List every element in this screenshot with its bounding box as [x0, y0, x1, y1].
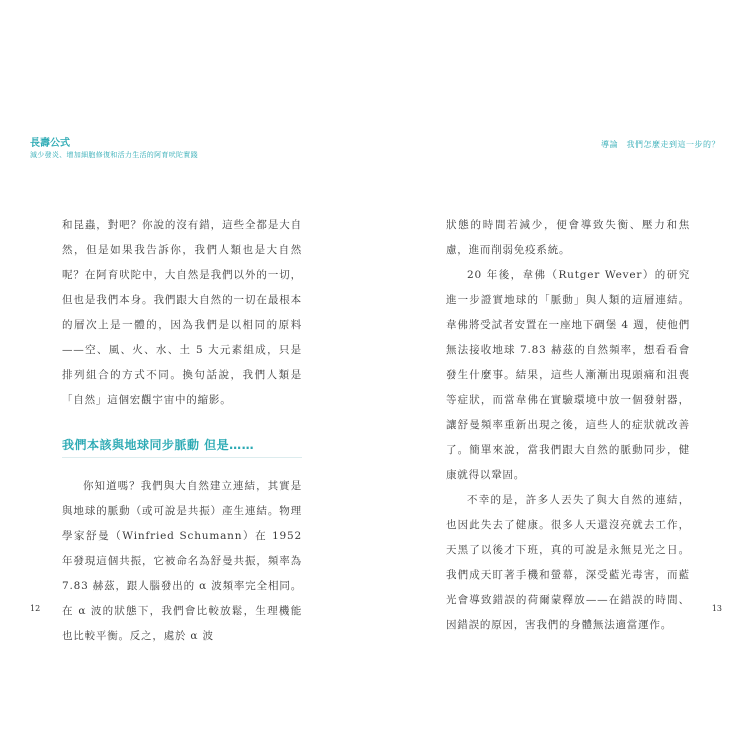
book-subtitle: 減少發炎、增加細胞修復和活力生活的阿育吠陀實踐: [30, 151, 198, 159]
right-paragraph-3: 不幸的是，許多人丟失了與大自然的連結，也因此失去了健康。很多人天還沒亮就去工作，天黑了以後才下班，真的可說是永無見光之日。我們成天盯著手機和螢幕，深受藍光毒害，而藍光會導致錯誤的荷爾蒙釋放——在錯誤的時間、因錯誤的原因，害我們的身體無法適當運作。: [446, 494, 690, 631]
left-paragraph-2: 你知道嗎？我們與大自然建立連結，其實是與地球的脈動（或可說是共振）產生連結。物理學家舒曼（Winfried Schumann）在 1952 年發現這個共振，它被命名為舒曼共振，頻率為 7.83 赫茲，跟人腦發出的 α 波頻率完全相同。在 α 波的狀態下，我們會比較放鬆，生理機能也比較平衡。反之，處於 α 波: [62, 480, 302, 642]
book-title: 長壽公式: [30, 138, 70, 149]
right-page-body: [446, 213, 690, 638]
right-paragraph-2: 20 年後，韋佛（Rutger Wever）的研究進一步證實地球的「脈動」與人類的這層連結。韋佛將受試者安置在一座地下碉堡 4 週，使他們無法接收地球 7.83 赫茲的自然頻率，想看看會發生什麼事。結果，這些人漸漸出現頭痛和沮喪等症狀，而當韋佛在實驗環境中放一個發射器，讓舒曼頻率重新出現之後，這些人的症狀就改善了。簡單來說，當我們跟大自然的脈動同步，健康就得以鞏固。: [446, 269, 690, 481]
left-page-body: [62, 213, 302, 649]
page-number-right: 13: [711, 604, 722, 613]
page-number-left: 12: [30, 604, 41, 613]
running-header-left: [30, 138, 198, 160]
right-paragraph-1: 狀態的時間若減少，便會導致失衡、壓力和焦慮，進而削弱免疫系統。: [446, 219, 690, 256]
left-paragraph-1: 和昆蟲，對吧？你說的沒有錯，這些全都是大自然，但是如果我告訴你，我們人類也是大自然呢？在阿育吠陀中，大自然是我們以外的一切，但也是我們本身。我們跟大自然的一切在最根本的層次上是一體的，因為我們是以相同的原料——空、風、火、水、土 5 大元素組成，只是排列組合的方式不同。換句話說，我們人類是「自然」這個宏觀宇宙中的縮影。: [62, 219, 302, 406]
chapter-title: 導論 我們怎麼走到這一步的？: [601, 140, 720, 149]
section-heading: 我們本該與地球同步脈動 但是……: [62, 435, 302, 458]
